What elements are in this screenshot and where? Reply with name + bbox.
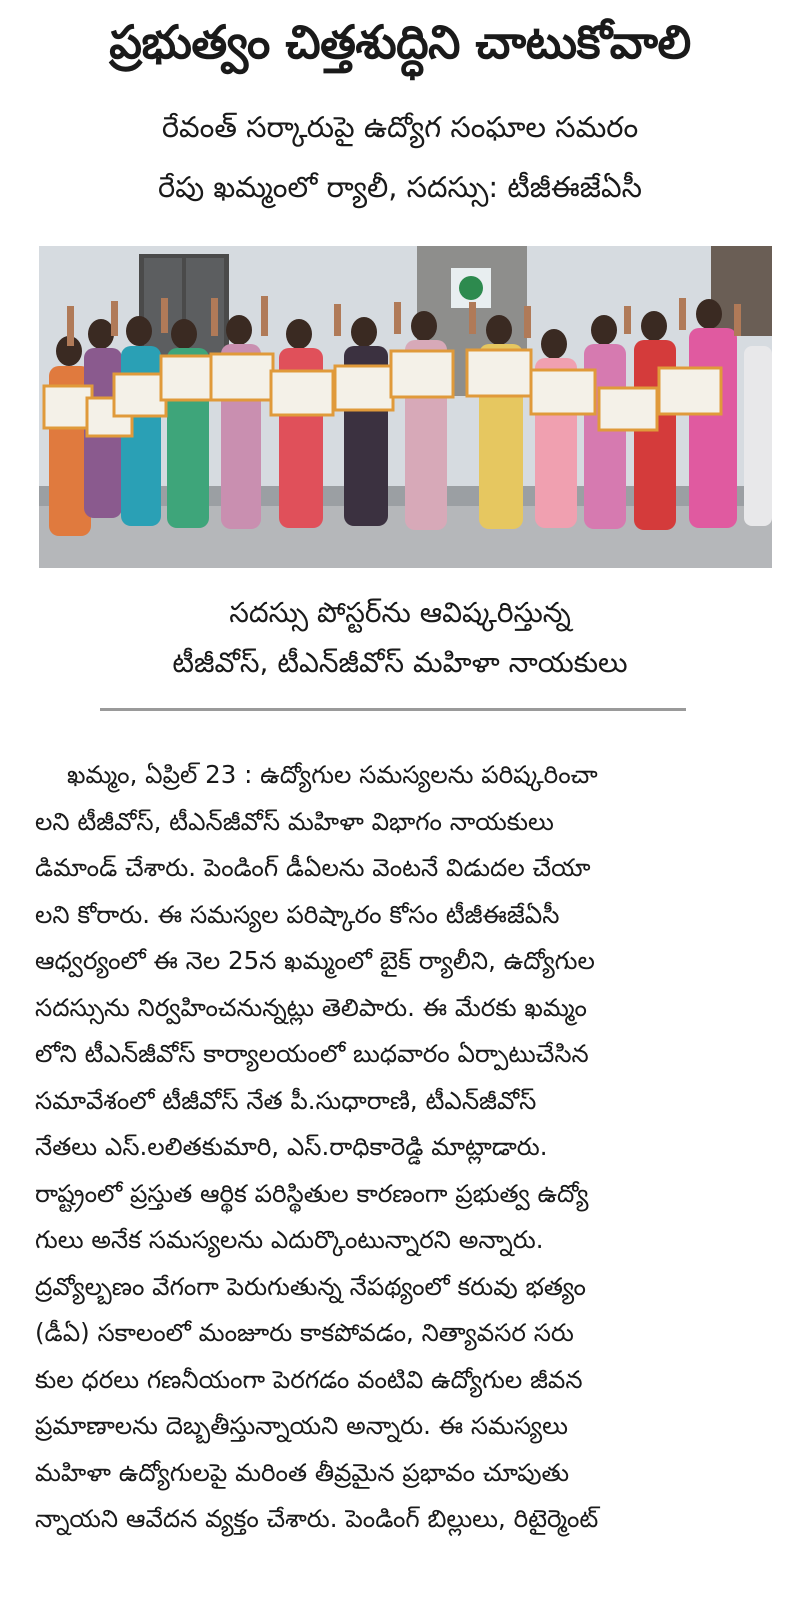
body-line: న్నాయని ఆవేదన వ్యక్తం చేశారు. పెండింగ్ బిల్లులు, రిటైర్మెంట్ xyxy=(35,1504,599,1533)
photo-caption-line-2: టీజీవోస్, టీఎన్‌జీవోస్ మహిళా నాయకులు xyxy=(172,646,628,679)
body-line: కుల ధరలు గణనీయంగా పెరగడం వంటివి ఉద్యోగుల జీవన xyxy=(35,1364,583,1394)
divider xyxy=(100,708,686,711)
body-line: లని కోరారు. ఈ సమస్యల పరిష్కారం కోసం టీజీఈజేఏసీ xyxy=(35,899,560,929)
body-line: సదస్సును నిర్వహించనున్నట్లు తెలిపారు. ఈ మేరకు ఖమ్మం xyxy=(35,992,587,1022)
article-body xyxy=(35,752,775,1543)
body-line: ఖమ్మం, ఏప్రిల్ 23 : ఉద్యోగుల సమస్యలను పరిష్కరించా xyxy=(67,760,598,789)
body-line: లని టీజీవోస్, టీఎన్‌జీవోస్ మహిళా విభాగం నాయకులు xyxy=(35,806,554,836)
body-line: నేతలు ఎస్.లలితకుమారి, ఎస్.రాధికారెడ్డి మాట్లాడారు. xyxy=(35,1132,548,1161)
body-line: ఆధ్వర్యంలో ఈ నెల 25న ఖమ్మంలో బైక్ ర్యాలీని, ఉద్యోగుల xyxy=(35,946,595,975)
body-line: లోని టీఎన్‌జీవోస్ కార్యాలయంలో బుధవారం ఏర్పాటుచేసిన xyxy=(35,1039,589,1068)
body-line: ప్రమాణాలను దెబ్బతీస్తున్నాయని అన్నారు. ఈ సమస్యలు xyxy=(35,1411,568,1440)
subheading-2: రేపు ఖమ్మంలో ర్యాలీ, సదస్సు: టీజీఈజేఏసీ xyxy=(158,170,642,204)
photo-caption-line-1: సదస్సు పోస్టర్‌ను ఆవిష్కరిస్తున్న xyxy=(229,596,571,629)
body-line: సమావేశంలో టీజీవోస్ నేత పీ.సుధారాణి, టీఎన్‌జీవోస్ xyxy=(35,1085,537,1115)
body-line: మహిళా ఉద్యోగులపై మరింత తీవ్రమైన ప్రభావం చూపుతు xyxy=(35,1457,570,1487)
body-line: గులు అనేక సమస్యలను ఎదుర్కొంటున్నారని అన్నారు. xyxy=(35,1225,544,1254)
subheading-1: రేవంత్ సర్కారుపై ఉద్యోగ సంఘాల సమరం xyxy=(161,110,639,144)
photo-illustration xyxy=(39,246,772,568)
headline: ప్రభుత్వం చిత్తశుద్ధిని చాటుకోవాలి xyxy=(109,15,691,69)
body-line: ద్రవ్యోల్బణం వేగంగా పెరుగుతున్న నేపథ్యంలో కరువు భత్యం xyxy=(35,1271,586,1301)
body-line: డిమాండ్ చేశారు. పెండింగ్ డీఏలను వెంటనే విడుదల చేయా xyxy=(35,853,591,882)
body-line: రాష్ట్రంలో ప్రస్తుత ఆర్థిక పరిస్థితుల కారణంగా ప్రభుత్వ ఉద్యో xyxy=(35,1178,589,1208)
news-photo xyxy=(39,246,772,568)
body-line: (డీఏ) సకాలంలో మంజూరు కాకపోవడం, నిత్యావసర సరు xyxy=(35,1318,574,1347)
